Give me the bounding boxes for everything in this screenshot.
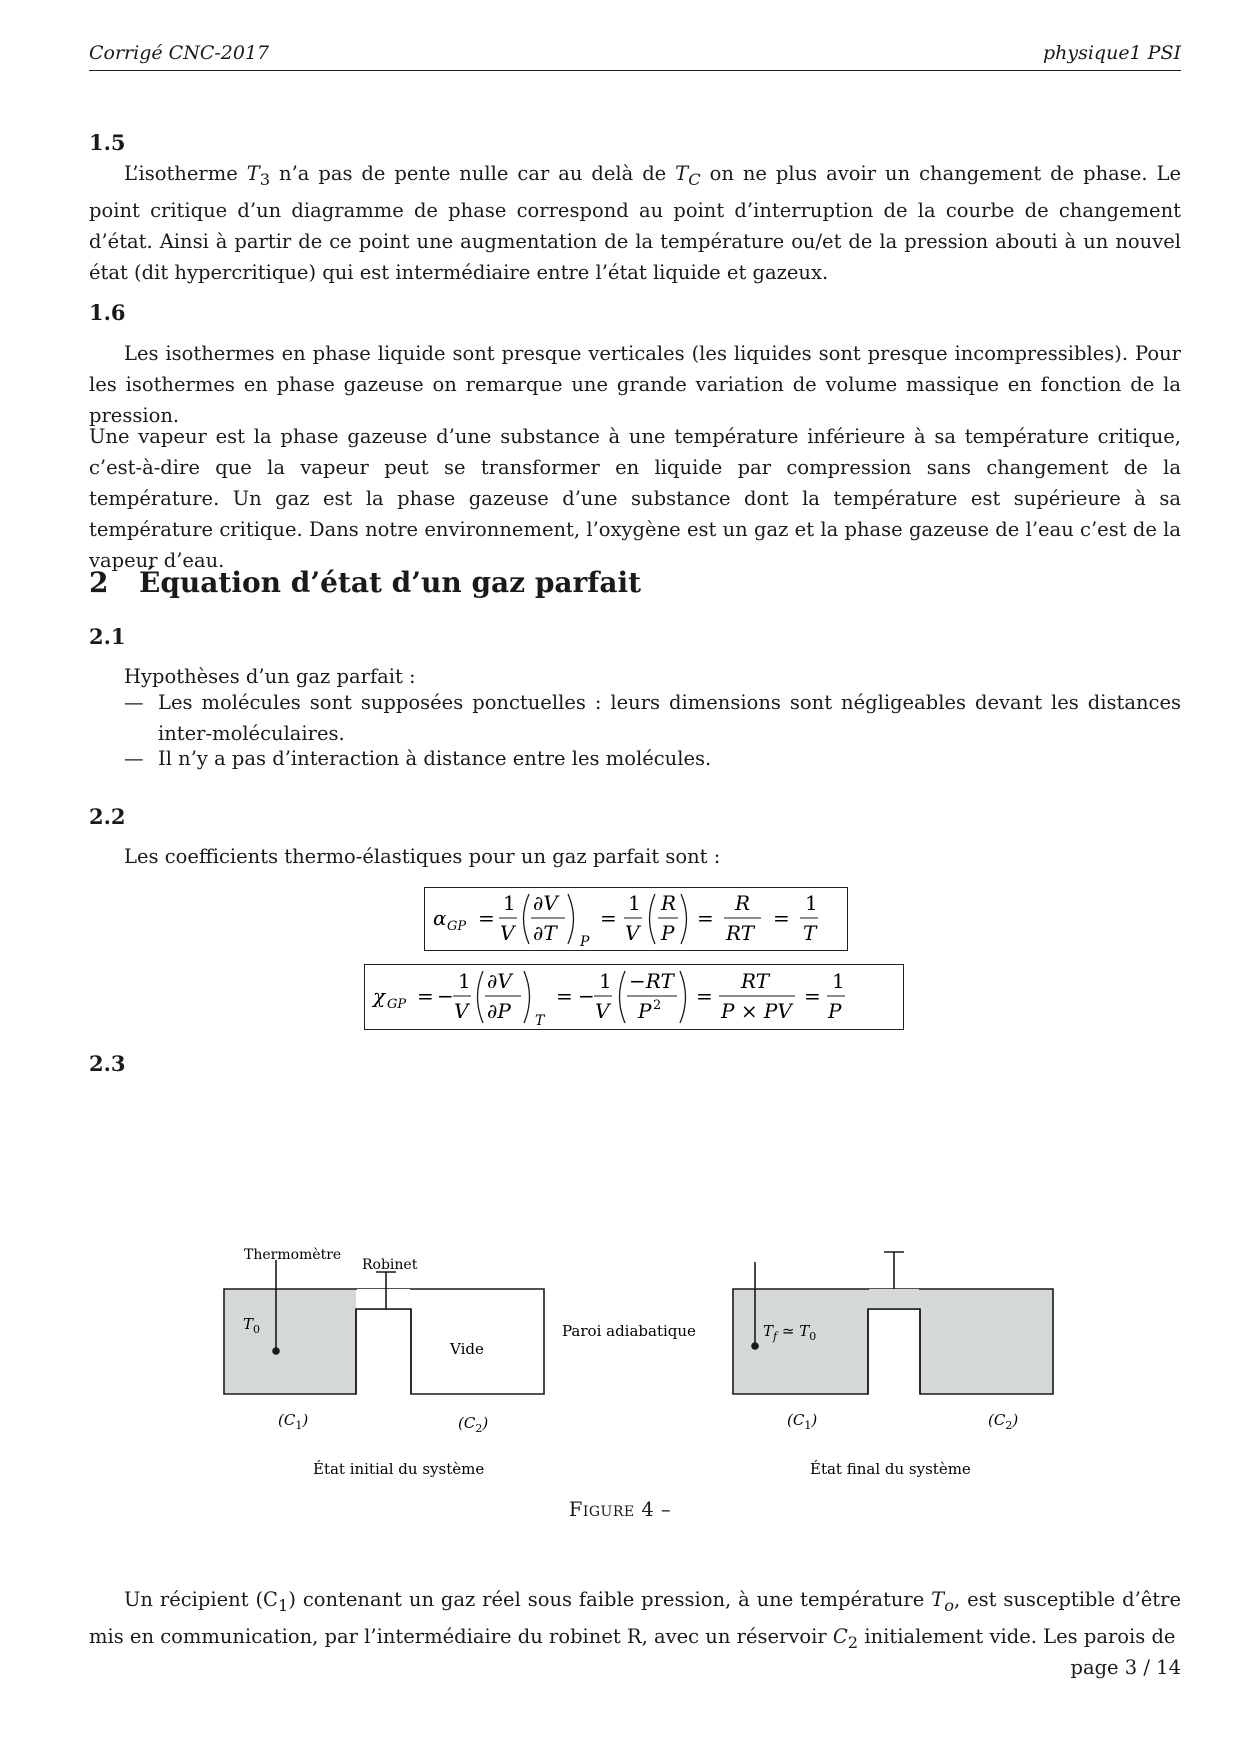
text-run: ) [811,1411,818,1429]
text-run: (C [988,1411,1006,1429]
thermometer-bulb [751,1342,759,1350]
thermometer-bulb [272,1347,280,1355]
symbol-sub: 0 [809,1330,817,1343]
eq-lhs: χ [373,984,386,1008]
eq-one: 1 [628,891,641,915]
text-run: ) [302,1411,309,1429]
text-run: ≃ T [777,1322,810,1340]
eq-equals: = [417,984,434,1008]
section-2-number: 2 [89,566,109,599]
symbol-sub: 2 [1005,1419,1013,1432]
eq-equals: = [773,906,790,930]
text-run: on ne plus avoir un changement de phase. Le point critique d’un diagramme de phase correspond au point d’interruption de la courbe de changement d’état. Ainsi à partir de ce point une augmentation de la température ou/et de la pression abouti à un nouvel état (dit hypercritique) qui est intermédiaire entre l’état liquide et gazeux. [89,162,1181,284]
header-right: physique1 PSI [1042,42,1181,64]
symbol-sub: C [688,169,701,189]
symbol-c2: C [832,1624,848,1648]
symbol-sub: f [773,1330,778,1343]
eq-lhs-sub: GP [387,997,407,1012]
symbol-to: T [931,1588,945,1611]
dash-bullet: — [124,747,144,770]
section-1-6-paragraph-1: Les isothermes en phase liquide sont presque verticales (les liquides sont presque incompressibles). Pour les isothermes en phase gazeuse on remarque une grande variation de volume massique en fonction de la pression. [89,342,1181,427]
eq-equals: = [478,906,495,930]
equation-chi-box [364,964,904,1030]
section-2-2-intro: Les coefficients thermo-élastiques pour un gaz parfait sont : [124,845,721,868]
eq-r: R [735,891,751,915]
label-c1-final [787,1411,817,1432]
paren-left [524,894,530,944]
paren-right [524,971,530,1023]
caption-text: Figure 4 – [568,1498,672,1521]
section-1-5-paragraph [89,158,1181,288]
section-1-6-title: 1.6 [89,300,126,325]
paren-left [478,971,484,1023]
text-run: n’a pas de pente nulle car au delà de [270,162,676,185]
eq-one: 1 [805,891,818,915]
symbol-sub: 1 [295,1419,303,1432]
eq-one: 1 [599,969,612,993]
paren-right [681,894,687,944]
eq-equals: = [556,984,573,1008]
eq-equals: = [804,984,821,1008]
equation-chi [365,965,903,1029]
section-2-2-title: 2.2 [89,804,126,829]
text-run: (C [278,1411,296,1429]
text-run: (C [787,1411,805,1429]
eq-lhs-sub: GP [447,919,467,934]
figure-4 [0,1100,1240,1480]
eq-lhs: α [433,906,447,930]
dash-bullet: — [124,691,144,714]
eq-equals: = [696,984,713,1008]
paren-left [620,971,626,1023]
section-1-6-paragraph-2: Une vapeur est la phase gazeuse d’une substance à une température inférieure à sa température critique, c’est-à-dire que la vapeur peut se transformer en liquide par compression sans changement de la température. Un gaz est la phase gazeuse d’une substance dont la température est supérieure à sa température critique. Dans notre environnement, l’oxygène est un gaz et la phase gazeuse de l’eau c’est de la vapeur d’eau. [89,425,1181,572]
text-run: (C [458,1414,476,1432]
eq-dt: ∂T [533,921,557,945]
eq-r: R [661,891,677,915]
eq-v: V [595,999,610,1023]
symbol-t: T [243,1315,254,1333]
text-run: , est susceptible d’être mis en communication, par l’intermédiaire du robinet R, avec un réservoir [89,1588,1182,1648]
text-run: ) [482,1414,489,1432]
symbol-sub: 1 [804,1419,812,1432]
paren-right [568,894,574,944]
label-c1-initial [278,1411,308,1432]
header-left: Corrigé CNC-2017 [89,42,270,64]
eq-rt: RT [741,969,770,993]
text-run: initialement vide. Les parois de [858,1624,1176,1648]
label-c2-final [988,1411,1018,1432]
list-item [124,687,1181,749]
paren-left [650,894,656,944]
label-etat-final: État final du système [810,1460,971,1478]
eq-equals: = [697,906,714,930]
eq-p2-exp: 2 [653,998,662,1013]
final-paragraph [89,1584,1181,1658]
eq-pxpv: P × PV [721,999,792,1023]
label-tf [763,1322,816,1343]
section-2-title: Équation d’état d’un gaz parfait [139,566,642,599]
tube-gas [869,1289,919,1309]
label-vide: Vide [450,1340,484,1358]
symbol-t: T [763,1322,774,1340]
text-run: ) contenant un gaz réel sous faible pression, à une température [288,1588,932,1611]
equation-alpha-box [424,887,848,951]
list-item-text: Les molécules sont supposées ponctuelles : leurs dimensions sont négligeables devant les distances inter-moléculaires. [158,691,1181,745]
eq-dp: ∂P [487,999,511,1023]
eq-p2: P [638,999,652,1023]
eq-p: P [828,999,842,1023]
eq-v: V [500,921,515,945]
eq-dv: ∂V [533,891,558,915]
eq-one: 1 [458,969,471,993]
list-item-text: Il n’y a pas d’interaction à distance entre les molécules. [158,747,712,770]
label-etat-initial: État initial du système [313,1460,485,1478]
label-robinet: Robinet [362,1257,418,1273]
eq-rt: RT [726,921,755,945]
equation-alpha [425,888,847,950]
eq-mrt: −RT [629,969,674,993]
section-2-3-title: 2.3 [89,1051,126,1076]
eq-equals: = [600,906,617,930]
eq-one: 1 [503,891,516,915]
symbol-tc: T [675,162,689,185]
list-item [124,743,1181,774]
text-run: ) [1012,1411,1019,1429]
symbol-sub: 3 [259,169,271,189]
text-run: L’isotherme [124,162,247,185]
eq-v: V [454,999,469,1023]
symbol-sub: 1 [277,1595,289,1615]
symbol-sub: 2 [847,1632,859,1652]
eq-sub-p: P [580,934,590,950]
eq-minus: − [437,984,454,1008]
eq-sub-t: T [535,1013,545,1029]
symbol-sub: o [944,1595,954,1615]
gas-region-c1 [224,1289,356,1394]
text-run: Un récipient (C [124,1588,278,1611]
symbol-sub: 0 [253,1323,261,1336]
paren-right [680,971,686,1023]
eq-one: 1 [832,969,845,993]
label-thermometre: Thermomètre [244,1247,342,1263]
section-2-1-title: 2.1 [89,624,126,649]
eq-v: V [625,921,640,945]
section-2-heading [89,566,641,599]
eq-t: T [803,921,817,945]
eq-p: P [661,921,675,945]
eq-dv: ∂V [487,969,512,993]
figure-caption [0,1498,1240,1521]
page-number: page 3 / 14 [1070,1656,1181,1679]
symbol-t3: T [246,162,260,185]
running-header [89,42,1181,71]
section-1-5-title: 1.5 [89,130,126,155]
eq-minus: − [578,984,595,1008]
label-c2-initial [458,1414,488,1435]
section-2-1-intro: Hypothèses d’un gaz parfait : [124,665,416,688]
label-paroi-adiabatique: Paroi adiabatique [562,1322,696,1340]
symbol-sub: 2 [475,1422,483,1435]
tube-gap [357,1289,410,1309]
